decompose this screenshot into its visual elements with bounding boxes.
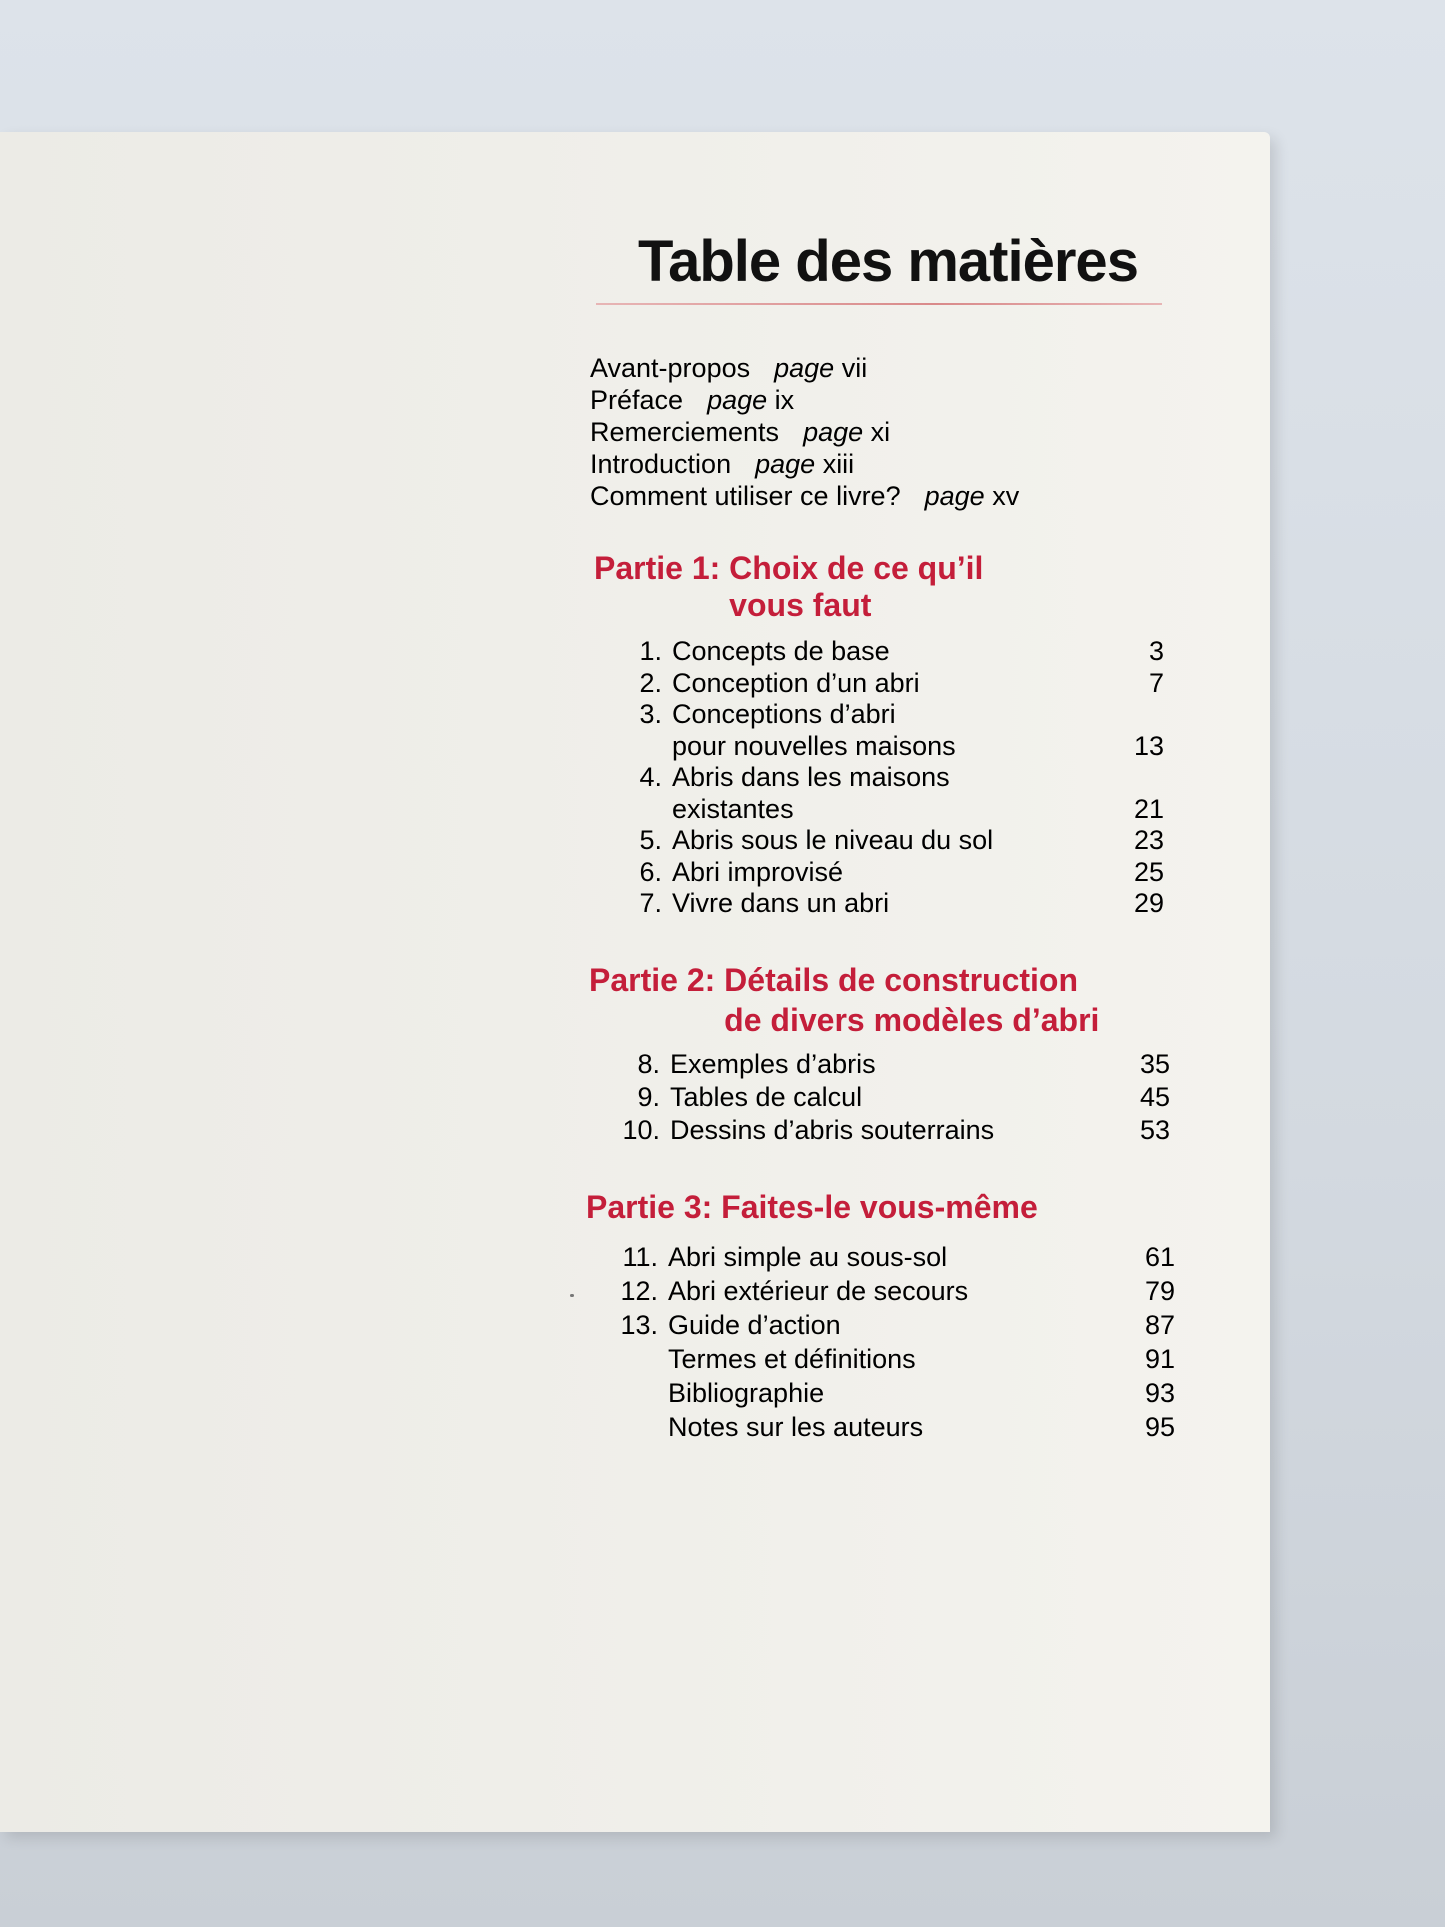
chapter-page: 95 [1144,1412,1175,1442]
chapter-title-line: existantes [672,793,794,824]
chapter-title: Abri improvisé [672,856,844,887]
chapter-page: 35 [1139,1049,1170,1079]
front-matter-page-word: page [707,385,768,415]
front-matter-page: xv [992,481,1020,511]
part-1-heading [594,550,983,624]
chapter-page: 23 [1133,825,1164,855]
chapter-page: 61 [1144,1242,1175,1272]
part-title-line: Détails de construction [724,962,1079,998]
front-matter-page: xi [870,417,891,447]
chapter-number: 13. [620,1310,658,1340]
part-label: Partie 2: [589,962,716,998]
part-title-line: Faites-le vous-même [721,1189,1038,1225]
chapter-title: Dessins d’abris souterrains [670,1115,995,1145]
part-label: Partie 3: [586,1189,713,1225]
chapter-title-line: Conceptions d’abri [672,699,896,729]
chapter-entry [620,1114,1170,1147]
chapter-page: 87 [1144,1310,1175,1340]
chapter-page: 25 [1133,856,1164,887]
chapter-title: Abri extérieur de secours [668,1276,969,1306]
chapter-title: Exemples d’abris [670,1049,876,1079]
chapter-entry [622,825,1164,857]
chapter-number: 1. [639,636,662,666]
front-matter-page: vii [841,353,868,383]
chapter-entry [622,668,1164,700]
part-1-chapters [622,636,1164,920]
front-matter-page: ix [774,385,795,415]
chapter-title: Termes et définitions [668,1344,916,1374]
front-matter-page-word: page [924,481,985,511]
chapter-number: 3. [639,699,662,729]
chapter-number: 5. [639,825,662,855]
front-matter-page-word: page [803,417,864,447]
chapter-entry [622,857,1164,889]
chapter-title: Vivre dans un abri [672,888,890,918]
title-underline [596,303,1162,305]
front-matter-label: Remerciements [590,417,780,447]
chapter-title: Conception d’un abri [672,667,920,698]
chapter-number: 4. [639,762,662,792]
front-matter-page: xiii [822,449,855,479]
chapter-number: 10. [622,1115,660,1145]
chapter-entry [618,1376,1175,1410]
chapter-page: 29 [1133,888,1164,918]
chapter-number: 9. [637,1082,660,1112]
page-title: Table des matières [638,229,1138,294]
front-matter-label: Comment utiliser ce livre? [590,481,901,511]
chapter-entry [622,636,1164,668]
paper-speck [570,1294,574,1297]
chapter-page: 21 [1133,793,1164,824]
front-matter-page-word: page [755,449,816,479]
chapter-title: Abri simple au sous-sol [668,1242,948,1272]
chapter-title: Tables de calcul [670,1082,863,1112]
chapter-page: 79 [1144,1276,1175,1306]
part-3-heading [586,1189,1038,1226]
chapter-title: Notes sur les auteurs [668,1412,924,1442]
part-title-line: de divers modèles d’abri [724,1002,1100,1038]
chapter-entry [620,1081,1170,1114]
chapter-title-line: pour nouvelles maisons [672,730,956,761]
chapter-page: 3 [1148,636,1164,666]
front-matter-list [590,352,1019,512]
chapter-entry [618,1410,1175,1444]
part-title-line: Choix de ce qu’il [729,550,984,586]
part-3-chapters [618,1240,1175,1444]
chapter-page: 13 [1133,730,1164,761]
chapter-entry [618,1342,1175,1376]
chapter-title: Guide d’action [668,1310,841,1340]
front-matter-page-word: page [774,353,835,383]
chapter-number: 2. [639,667,662,698]
chapter-page: 53 [1139,1115,1170,1145]
part-2-chapters [620,1048,1170,1147]
front-matter-label: Préface [590,385,684,415]
chapter-number: 8. [637,1049,660,1079]
part-title [729,550,983,624]
chapter-title [672,699,956,762]
front-matter-item [590,384,1019,416]
chapter-entry [618,1240,1175,1274]
chapter-entry [618,1274,1175,1308]
chapter-entry [618,1308,1175,1342]
part-title [721,1189,1038,1226]
chapter-entry [622,888,1164,920]
chapter-title [672,762,950,825]
chapter-number: 12. [620,1276,658,1306]
chapter-number: 11. [622,1242,658,1272]
chapter-page: 93 [1144,1378,1175,1408]
chapter-page: 45 [1139,1082,1170,1112]
chapter-title: Concepts de base [672,636,890,666]
chapter-title-line: Abris dans les maisons [672,762,950,792]
chapter-entry [622,699,1164,762]
chapter-number: 6. [639,856,662,887]
front-matter-item [590,416,1019,448]
chapter-title: Abris sous le niveau du sol [672,825,994,855]
chapter-number: 7. [639,888,662,918]
chapter-page: 7 [1148,667,1164,698]
front-matter-item [590,448,1019,480]
front-matter-item [590,480,1019,512]
part-2-heading [589,960,1099,1040]
part-title-line: vous faut [729,587,872,623]
chapter-entry [622,762,1164,825]
chapter-entry [620,1048,1170,1081]
front-matter-label: Avant-propos [590,353,751,383]
chapter-page: 91 [1144,1344,1175,1374]
front-matter-item [590,352,1019,384]
part-label: Partie 1: [594,550,721,586]
front-matter-label: Introduction [590,449,732,479]
chapter-title: Bibliographie [668,1378,825,1408]
part-title [724,960,1099,1040]
